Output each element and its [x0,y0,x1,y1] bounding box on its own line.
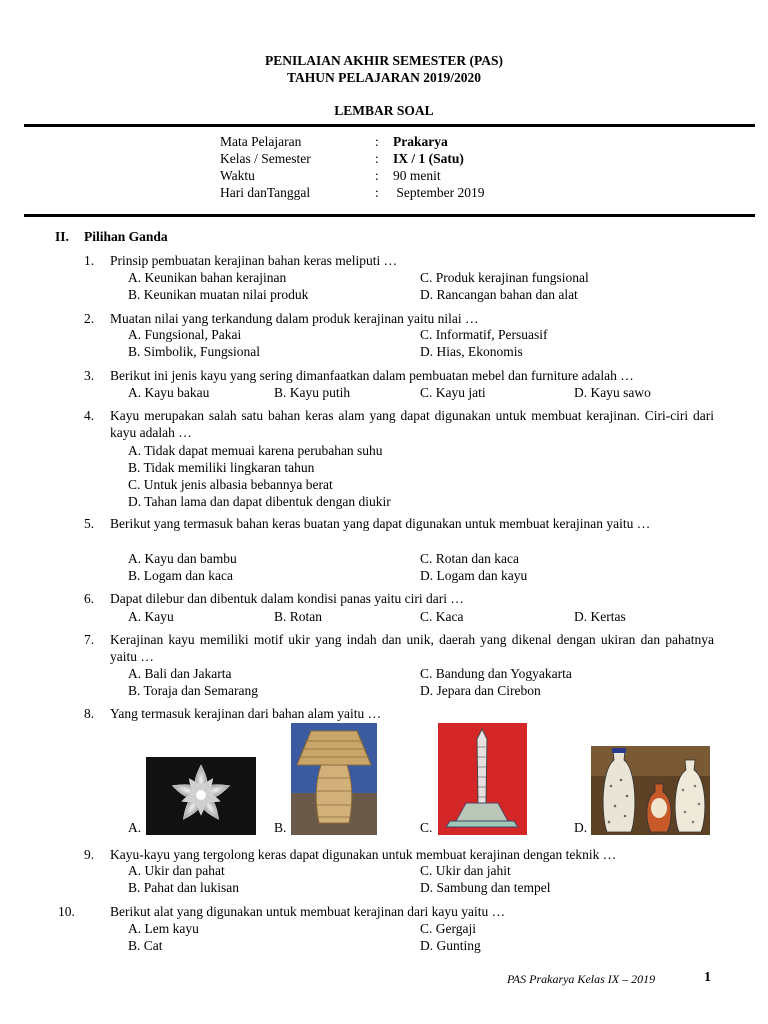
silver-flower-brooch-image[interactable] [146,757,256,835]
option-d[interactable]: D. Jepara dan Cirebon [420,683,541,698]
option-b[interactable]: B. Toraja dan Semarang [128,683,259,698]
option-b[interactable]: B. Pahat dan lukisan [128,880,239,895]
question-9: 9. Kayu-kayu yang tergolong keras dapat digunakan untuk membuat kerajinan dengan teknik … [84,847,617,862]
option-c[interactable]: C. Gergaji [420,921,476,936]
option-b[interactable]: B. Cat [128,938,163,953]
info-date: Hari danTanggal : September 2019 [220,185,485,200]
option-d[interactable]: D. [574,820,588,835]
option-d[interactable]: D. Rancangan bahan dan alat [420,287,578,302]
option-a[interactable]: A. Tidak dapat memuai karena perubahan suhu [128,443,383,458]
option-c[interactable]: C. Produk kerajinan fungsional [420,270,589,285]
option-c[interactable]: C. Ukir dan jahit [420,863,511,878]
academic-year: TAHUN PELAJARAN 2019/2020 [286,70,481,85]
option-b[interactable]: B. Logam dan kaca [128,568,233,583]
option-c[interactable]: C. Informatif, Persuasif [420,327,548,342]
header-rule-bottom [24,214,755,217]
question-8: 8. Yang termasuk kerajinan dari bahan alam yaitu … [84,706,382,721]
option-b[interactable]: B. Tidak memiliki lingkaran tahun [128,460,315,475]
option-b[interactable]: B. Kayu putih [274,385,351,400]
options-10 [128,920,728,954]
option-c[interactable]: C. Kaca [420,609,464,624]
options-9 [128,862,728,896]
question-10: 10. Berikut alat yang digunakan untuk membuat kerajinan dari kayu yaitu … [58,904,506,919]
option-a[interactable]: A. [128,820,142,835]
question-7: 7. Kerajinan kayu memiliki motif ukir yang indah dan unik, daerah yang dikenal dengan ukiran dan pahatnya yaitu … [84,632,714,664]
option-a[interactable]: A. Keunikan bahan kerajinan [128,270,287,285]
rattan-lamp-image[interactable] [291,723,377,835]
option-d[interactable]: D. Gunting [420,938,481,953]
question-5: 5. Berikut yang termasuk bahan keras buatan yang dapat digunakan untuk membuat kerajinan yaitu … [84,516,651,531]
option-c[interactable]: C. Untuk jenis albasia bebannya berat [128,477,333,492]
option-b[interactable]: B. Simbolik, Fungsional [128,344,261,359]
option-d[interactable]: D. Tahan lama dan dapat dibentuk dengan diukir [128,494,391,509]
question-3: 3. Berikut ini jenis kayu yang sering dimanfaatkan dalam pembuatan mebel dan furniture adalah … [84,368,634,383]
options-2 [128,326,728,360]
option-d[interactable]: D. Sambung dan tempel [420,880,551,895]
section-heading: II. Pilihan Ganda [55,229,168,244]
options-7 [128,665,728,699]
glass-monument-image[interactable] [438,723,527,835]
option-a[interactable]: A. Bali dan Jakarta [128,666,232,681]
option-c[interactable]: C. Rotan dan kaca [420,551,519,566]
option-a[interactable]: A. Lem kayu [128,921,199,936]
option-c[interactable]: C. Bandung dan Yogyakarta [420,666,572,681]
page-number: 1 [704,970,711,985]
option-a[interactable]: A. Kayu dan bambu [128,551,237,566]
option-b[interactable]: B. [274,820,287,835]
option-c[interactable]: C. [420,820,433,835]
option-c[interactable]: C. Kayu jati [420,385,486,400]
option-d[interactable]: D. Logam dan kayu [420,568,528,583]
option-a[interactable]: A. Ukir dan pahat [128,863,225,878]
option-d[interactable]: D. Hias, Ekonomis [420,344,523,359]
page-footer: PAS Prakarya Kelas IX – 2019 [507,972,656,986]
info-class: Kelas / Semester : IX / 1 (Satu) [220,151,464,166]
sheet-title: LEMBAR SOAL [334,103,434,118]
option-b[interactable]: B. Keunikan muatan nilai produk [128,287,309,302]
question-2: 2. Muatan nilai yang terkandung dalam produk kerajinan yaitu nilai … [84,311,479,326]
info-subject: Mata Pelajaran : Prakarya [220,134,448,149]
options-4 [128,442,728,510]
options-3 [128,384,728,401]
decorated-vases-image[interactable] [591,746,710,835]
option-b[interactable]: B. Rotan [274,609,323,624]
option-d[interactable]: D. Kayu sawo [574,385,651,400]
options-6 [128,608,728,625]
exam-info [220,133,484,201]
question-4: 4. Kayu merupakan salah satu bahan keras alam yang dapat digunakan untuk membuat kerajinan. Ciri-ciri dari kayu adalah … [84,408,714,440]
option-a[interactable]: A. Fungsional, Pakai [128,327,242,342]
info-time: Waktu : 90 menit [220,168,441,183]
question-1: 1. Prinsip pembuatan kerajinan bahan keras meliputi … [84,253,398,268]
question-6: 6. Dapat dilebur dan dibentuk dalam kondisi panas yaitu ciri dari … [84,591,464,606]
option-d[interactable]: D. Kertas [574,609,626,624]
options-5 [128,550,728,584]
options-1 [128,269,728,303]
option-a[interactable]: A. Kayu [128,609,174,624]
header-rule-top [24,124,755,127]
exam-title: PENILAIAN AKHIR SEMESTER (PAS) [265,53,503,68]
option-a[interactable]: A. Kayu bakau [128,385,210,400]
